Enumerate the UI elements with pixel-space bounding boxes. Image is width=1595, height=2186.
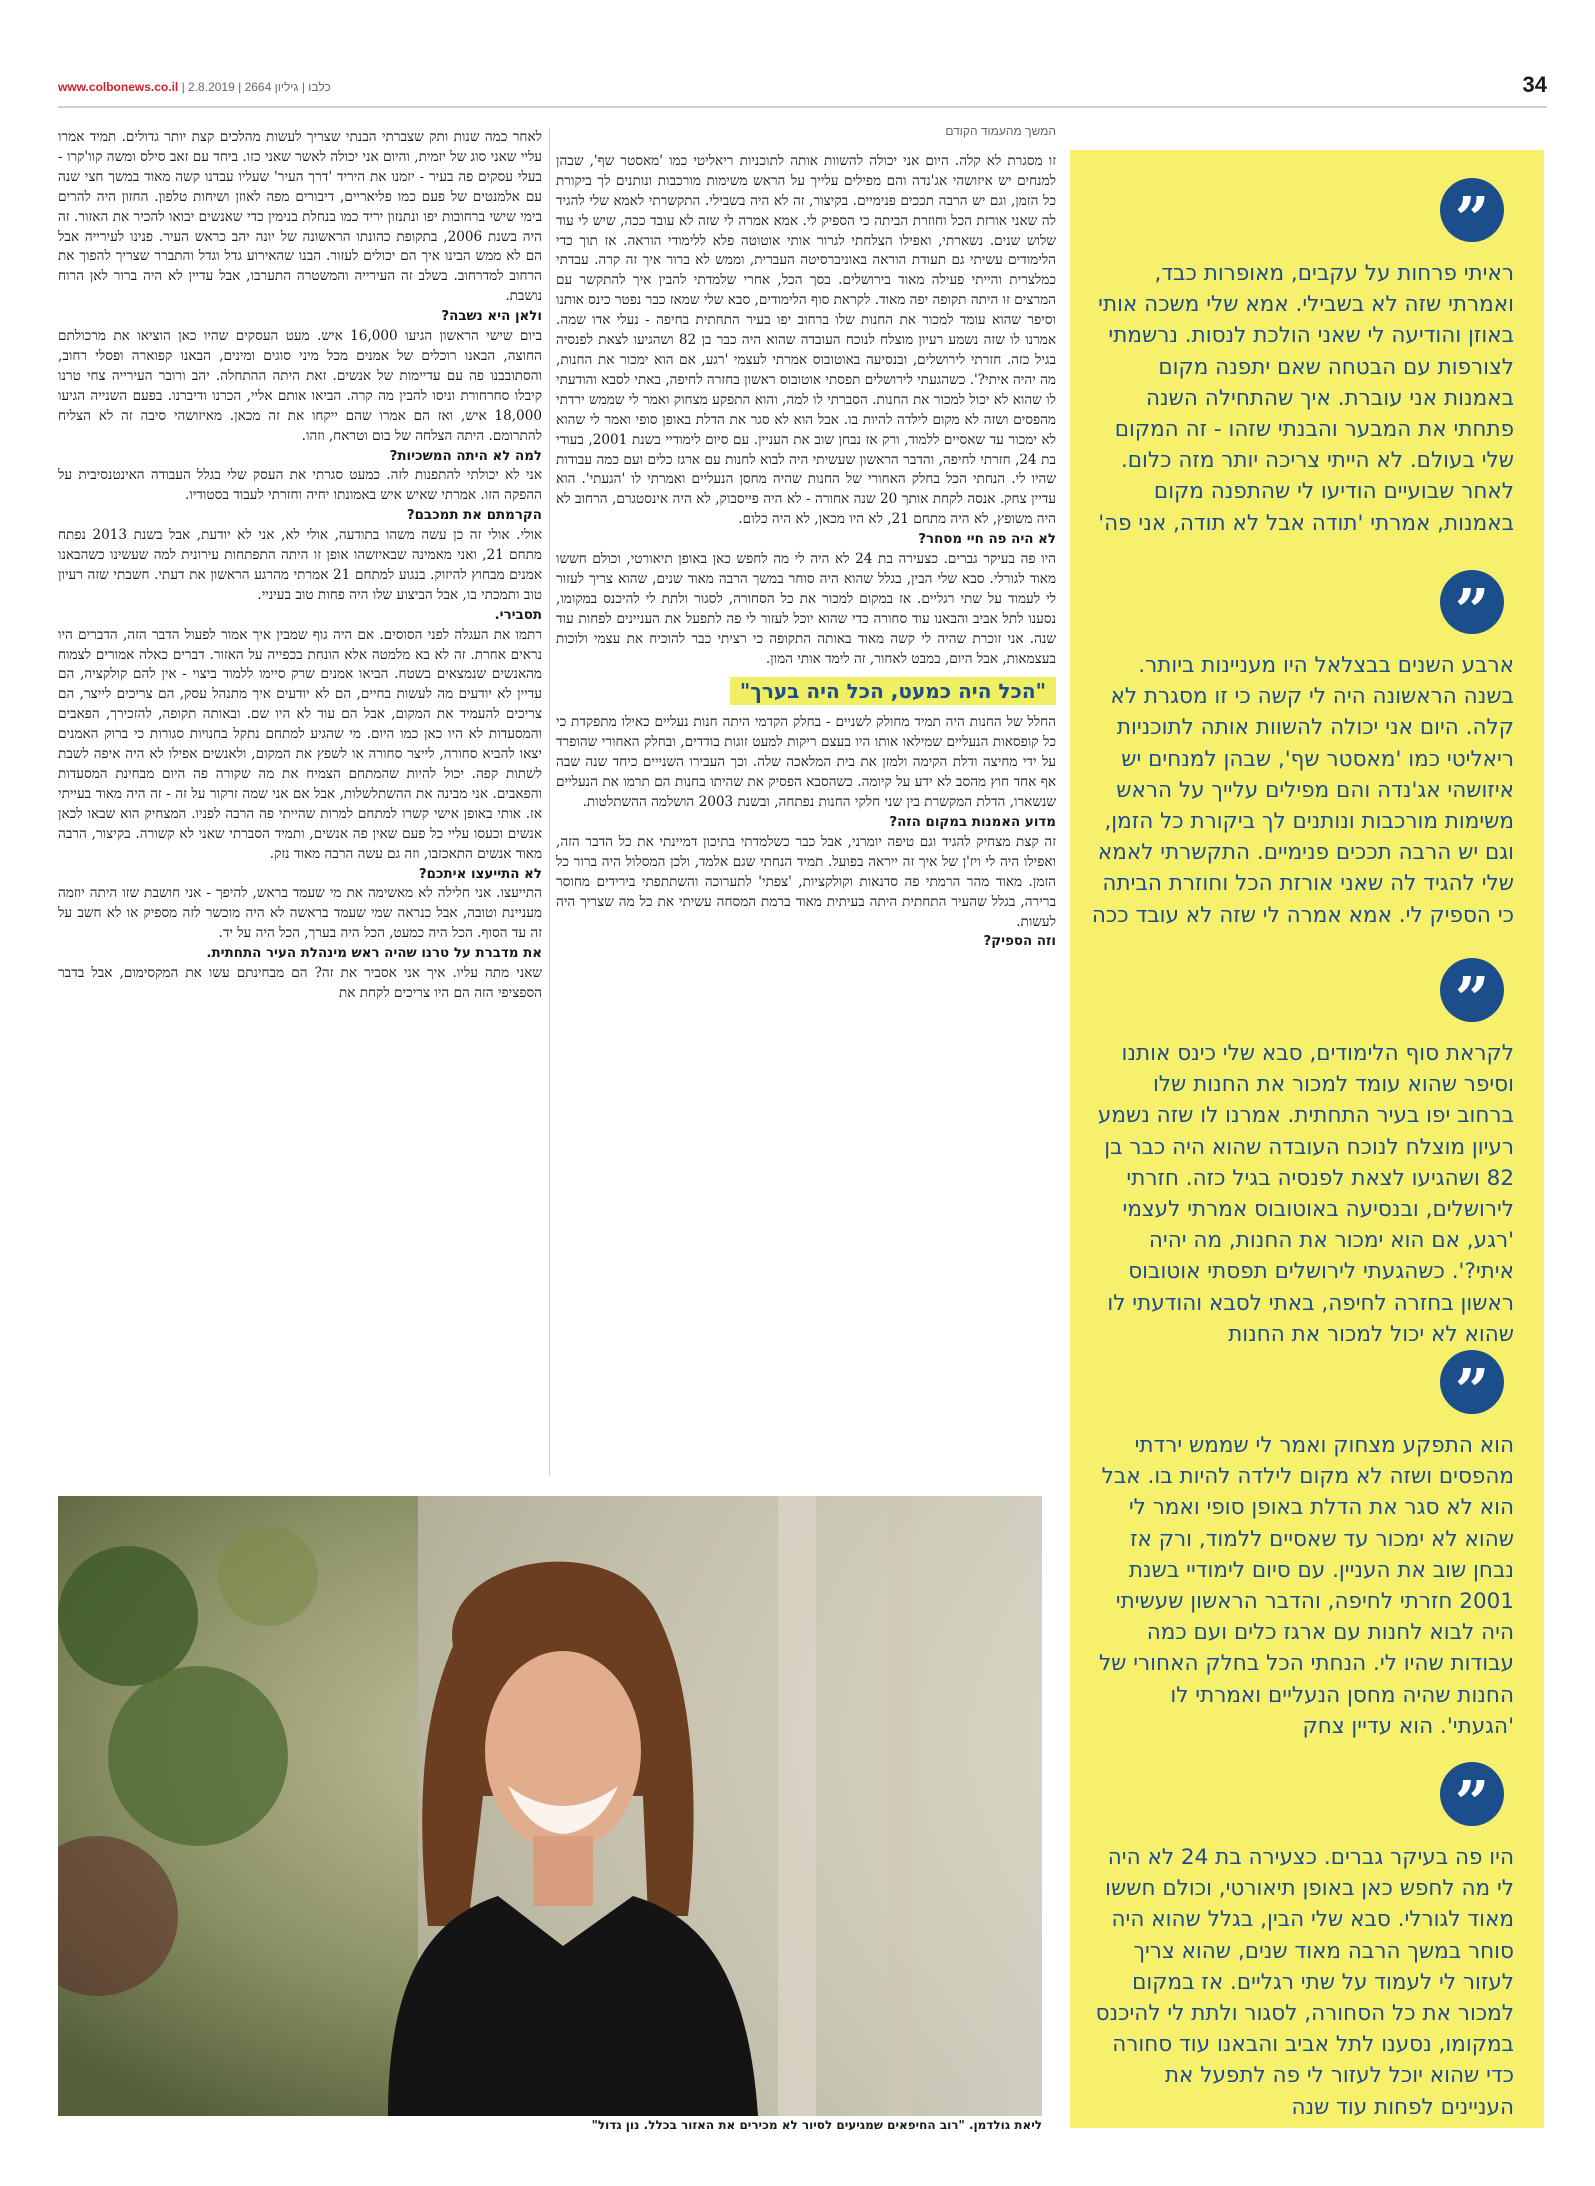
page-header <box>58 72 1547 108</box>
portrait-photo <box>58 1496 1042 2116</box>
paragraph: זו מסגרת לא קלה. היום אני יכולה להשוות אותה לתוכניות ריאליטי כמו 'מאסטר שף', שבהן למנחים יש איזושהי אג'נדה והם מפילים עלייך על הראש משימות מורכבות ונותנים לך ביקורת כל הזמן, וגם יש הרבה תככים פנימיים. בקיצור, זה לא היה בשבילי. התקשרתי לאמא שלי להגיד לה שאני אורזת הכל וחוזרת הביתה כי הספיק לי. אמא אמרה לי שזה לא עובד ככה, שיש לי עוד שלוש שנים. נשארתי, ואפילו הצלחתי לגרור אותי אוטוטה פלא ללימודי הוראה. אז תוך כדי הלימודים עשיתי גם תעודת הוראה באוניברסיטה העברית, וממש לא ברור איך זה קרה. עבדתי כמלצרית והייתי פעילה מאוד בירושלים. בסך הכל, אחרי שלמדתי להבין איך להתקשר עם המרצים זו היתה תקופה יפה מאוד. לקראת סוף הלימודים, סבא שלי שמאז כבר נפטר כינס אותנו וסיפר שהוא עומד למכור את החנות שלו ברחוב יפו בעיר התחתית בחיפה - נעלי אדו שמה. אמרנו לו שזה נשמע רעיון מוצלח לנוכח העובדה שהוא היה כבר בן 82 ושהגיעו לצאת לפנסיה בגיל כזה. חזרתי לירושלים, ובנסיעה באוטובוס אמרתי לעצמי 'רגע, אם הוא ימכור את החנות, מה יהיה איתי?'. כשהגעתי לירושלים תפסתי אוטובוס ראשון בחזרה לחיפה, באתי לסבא והודעתי לו שהוא לא יכול למכור את החנות. הסברתי לו למה, והוא התפקע מצחוק ואמר לי שממש ירדתי מהפסים ושזה לא מקום לילדה להיות בו. אבל הוא לא סגר את הדלת באופן סופי ואמר לי שהוא לא ימכור עד שאסיים ללמוד, ורק אז נבחן שוב את העניין. עם סיום לימודיי בשנת 2001, בעודי בת 24, חזרתי לחיפה, והדבר הראשון שעשיתי היה לבוא לחנות עם ארגז כלים ועם כמה עבודות שהיו לי. הנחתי הכל בחלק האחורי של החנות שהיה מחסן הנעליים ואמרתי לו 'הגעתי'. הוא עדיין צחק. אנסה לקחת אותך 20 שנה אחורה - לא היה פייסבוק, לא היה אינסטגרם, הרחוב לא היה משופץ, לא היה מתחם 21, לא היו מכאן, לא היה כלום. <box>556 152 1056 528</box>
interview-question: לא היה פה חיי מסחר? <box>918 532 1056 548</box>
interview-question: ולאן היא נשבה? <box>441 309 542 325</box>
pull-quote-text: ראיתי פרחות על עקבים, מאופרות כבד, ואמרתי שזה לא בשבילי. אמא שלי משכה אותי באוזן והודיעה לי שאני הולכת לנסות. נרשמתי לצורפות עם הבטחה שאם יתפנה מקום באמנות אני עוברת. איך שהתחילה השנה פתחתי את המבער והבנתי שזהו - זה המקום שלי בעולם. לא הייתי צריכה יותר מזה כלום. לאחר שבועיים הודיעו לי שהתפנה מקום באמנות, אמרתי 'תודה אבל לא תודה, אני פה' <box>1098 261 1514 536</box>
article-column-left <box>58 128 542 1478</box>
paragraph: זה קצת מצחיק להגיד וגם טיפה יומרני, אבל כבר כשלמדתי בתיכון דמיינתי את כל הדבר הזה, ואפילו היה לי ויז'ן של איך זה ייראה בפועל. תמיד הנחתי שגם אלמד, ולכן המסלול היה ברור כל הזמן. מאוד מהר הרמתי פה סדנאות וקולקציות, 'צפתי' לתערוכה והשתתפתי בירידים מחוסר ברירה, בגלל שהעיר התחתית היתה בעיתית מאוד ברמת המסחה עשיתי את כל מה שצריך היה לעשות. <box>556 833 1056 930</box>
paragraph: אולי. אולי זה כן עשה משהו בתודעה, אולי לא, אני לא יודעת, אבל בשנת 2013 נפתח מתחם 21, ואני מאמינה שבאיזשהו אופן זו היתה התפתחות עירונית למה שעשינו כשהבאנו אמנים מבחוץ להיזוק. בנגוע למתחם 21 אמרתי מהרגע הראשון את דעתי. חשבתי שזה רעיון טוב ותמכתי בו, אבל הביצוע שלו היה פחות טוב בעיניי. <box>58 527 542 603</box>
issue-meta: | כלבו | גיליון 2664 | 2.8.2019 <box>181 80 331 94</box>
quote-mark-icon: ” <box>1440 1762 1504 1826</box>
quote-mark-icon: ” <box>1440 958 1504 1022</box>
site-url[interactable]: www.colbonews.co.il <box>58 80 179 94</box>
interview-question: למה לא היתה המשכיות? <box>389 448 542 464</box>
quote-mark-icon: ” <box>1440 570 1504 634</box>
paragraph: רתמו את העגלה לפני הסוסים. אם היה גוף שמבין איך אמור לפעול הדבר הזה, הדברים היו נראים אחרת. זה לא בא מלמטה אלא הונחת בכפייה על האזור. דברים כאלה אמורים לצמוח מהאנשים שנמצאים בשטח. הביאו אמנים שרק סיימו ללמוד ביצוי - אין להם קולקציה, הם עדיין לא יודעים מה לעשות בחיים, הם לא יודעים איך מתנהל עסק, הם צריכים לייצר, הם צריכים להעמיד את המקום, אבל הם עוד לא היו שם. ובאותה תקופה, להזכירך, הפאבים והמסעדות לא היו כאן כמו היום. מי שהגיע למתחם נתקל בחנויות סגורות כי ברוק האמנים יצאו להביא סחורה, לייצר סחורה או לשפץ את המקום, ולאנשים אפילו לא היה איפה לשבת לשתות קפה. יכול להיות שהמתחם הצמיח את מה שקורה פה היום מבחינת המסעדות והפאבים. אני מבינה את ההשתלשלות, אבל אם אני שמה זרקור על זה - זה היה מאוד בעייתי אז. אותי באופן אישי קשרו למתחם למרות שהייתי פה הרבה לפניו. המצחיק הוא שבאו לכאן אנשים וכעסו עליי כל פעם שאין פה אנשים, ותמיד הסברתי שאני לא קשורה. בקיצור, הרבה מאוד אנשים התאכזבו, וזה גם עשה הרבה מאוד נזק. <box>58 626 542 862</box>
photo-caption: ליאת גולדמן. "רוב החיפאים שמגיעים לסיור לא מכירים את האזור בכלל. נון גדול" <box>591 2118 1042 2132</box>
paragraph: החלל של החנות היה תמיד מחולק לשניים - בחלק הקדמי היתה חנות נעליים כאילו מתפקדת כי כל קופסאות הנעליים שמילאו אותו היו בעצם ריקות למעט זוגות בודדים, ובחלק האחורי שהופרד על ידי מחיצה ודלת הקימה ולמזן את בית המלאכה שלה. וכך העבירו השנייים כיחד שנה שבה אף אחד חוץ מהסב לא ידע על קיומה. כשהסבא הפסיק את שהיתו בחנות הם תרמו את הנעליים שנשארו, הדלת המקשרת בין שני חלקי החנות נפתחה, ובשנת 2003 הושלמה ההשתלטות. <box>556 714 1056 811</box>
pull-quote-text: היו פה בעיקר גברים. כצעירה בת 24 לא היה לי מה לחפש כאן באופן תיאורטי, וכולם חששו מאוד לגורלי. סבא שלי הבין, בגלל שהוא היה סוחר במשך הרבה מאוד שנים, שהוא צריך לעזור לי לעמוד על שתי רגליים. אז במקום למכור את כל הסחורה, לסגור ולתת לי להיכנס במקומו, נסענו לתל אביב והבאנו עוד סחורה כדי שהוא יוכל לעזור לי פה לתפעל את העניינים לפחות עוד שנה <box>1095 1845 1514 2120</box>
header-divider <box>58 106 1547 108</box>
pull-quote-text: הוא התפקע מצחוק ואמר לי שממש ירדתי מהפסים ושזה לא מקום לילדה להיות בו. אבל הוא לא סגר את הדלת באופן סופי ואמר לי שהוא לא ימכור עד שאסיים ללמוד, ורק אז נבחן שוב את העניין. עם סיום לימודיי בשנת 2001 חזרתי לחיפה, והדבר הראשון שעשיתי היה לבוא לחנות עם ארגז כלים ועם כמה עבודות שהיו לי. הנחתי הכל בחלק האחורי של החנות שהיה מחסן הנעליים ואמרתי לו 'הגעתי'. הוא עדיין צחק <box>1098 1433 1514 1739</box>
section-subheading: "הכל היה כמעט, הכל היה בערך" <box>730 677 1056 705</box>
interview-question: את מדברת על טרנו שהיה ראש מינהלת העיר התחתית. <box>206 946 542 962</box>
quote-mark-icon: ” <box>1440 1350 1504 1414</box>
paragraph: שאני מתה עליו. איך אני אסביר את זה? הם מבחינתם עשו את המקסימום, אבל בדבר הספציפי הזה הם היו צריכים לקחת את <box>58 965 542 1001</box>
header-publication-line <box>58 80 331 94</box>
paragraph: התייעצו. אני חלילה לא מאשימה את מי שעמד בראש, להיפך - אני חושבת שזו היתה יוזמה מעניינת וטובה, אבל כנראה שמי שעמד בראשה לא היה מוכשר לזה מספיק או לא חשב על זה עד הסוף. הכל היה כמעט, הכל היה בערך, הכל היה על יד. <box>58 885 542 942</box>
interview-question: לא התייעצו איתכם? <box>418 866 542 882</box>
paragraph: ביום שישי הראשון הגיעו 16,000 איש. מעט העסקים שהיו כאן הוציאו את מרכולתם החוצה, הבאנו רוכלים של אמנים מכל מיני סוגים ומינים, הבאנו קפוארה ופסלי רחוב, והסתובבנו פה עם עדיימות של אנשים. זאת היתה ההתחלה. יהב ורובר העירייה צחי טרנו קיבלו סחרחורת וניסו להבין מה קרה. הביאו אותם אליי, הכרנו ודיברנו. בפעם השנייה הגיעו 18,000 איש, ואז הם אמרו שהם ייקחו את זה מכאן. מאיזושהי סיבה זה לא הצליח להתרומם. היתה הצלחה של בום וטראח, וזהו. <box>58 328 542 444</box>
page-number: 34 <box>1522 72 1547 97</box>
pull-quote <box>1090 570 1514 970</box>
interview-question: וזה הספיק? <box>983 934 1056 950</box>
pull-quote <box>1090 958 1514 1358</box>
pull-quote <box>1090 1762 1514 2122</box>
quote-mark-icon: ” <box>1440 178 1504 242</box>
pull-quote <box>1090 178 1514 568</box>
portrait-illustration <box>58 1496 1042 2116</box>
interview-question: הקרמתם את תמכבם? <box>406 508 542 524</box>
pull-quotes-sidebar <box>1070 150 1544 2128</box>
interview-question: מדוע האמנות במקום הזה? <box>889 815 1056 830</box>
paragraph: לאחר כמה שנות ותק שצברתי הבנתי שצריך לעשות מהלכים קצת יותר גדולים. תמיד אמרו עליי שאני סוג של יזמית, והיום אני יכולה לאשר שאני כזו. ביחד עם זאב סילס ומשה קוו'קרו - בעלי עסקים פה בעיר - יזמנו את היריד 'דרך העיר' שעליו עבדנו קשה מאוד במשך חצי שנה עם אלמנטים של פעם כמו פליאריים, דיבורים מפה לאוזן ושיחות טלפון. החזון היה להרים בימי שישי ברחובות יפו ונתנזון יריד כמו בנחלת בנימין כדי שאנשים יבואו להכיר את האזור. זה היה בשנת 2006, בתקופת כהונתו הראשונה של יונה יהב כראש העיר. פנינו לעירייה אבל הם לא ממש הבינו איך הם יכולים לעזור. הבנו שהאירוע גדל וגדל והתברר שצריך להפוך את הרחוב למדרחוב. בשלב זה העירייה והמשטרה התערבו, אבל עדיין לא היה ברור לאן הרוח נושבת. <box>58 129 542 305</box>
paragraph: היו פה בעיקר גברים. כצעירה בת 24 לא היה לי מה לחפש כאן באופן תיאורטי, וכולם חששו מאוד לגורלי. סבא שלי הבין, בגלל שהוא היה סוחר במשך הרבה מאוד שנים, שהוא צריך לעזור לי לעמוד על שתי רגליים. אז במקום למכור את כל הסחורה, לסגור ולתת לי להיכנס במקומו, נסענו לתל אביב והבאנו עוד סחורה כדי שהוא יוכל לעזור לי פה לתפעל את העניינים לפחות עוד שנה. אני זוכרת שהיה לי קשה מאוד באותה התקופה כי רציתי כבר להוכיח את עצמי ולוכות בעצמאות, אבל היום, במבט לאחור, זה לימד אותי המון. <box>556 551 1056 667</box>
pull-quote <box>1090 1350 1514 1770</box>
paragraph: אני לא יכולתי להתפנות לזה. כמעט סגרתי את העסק שלי בגלל העבודה האינטנסיבית על ההפקה הזו. אמרתי שאיש איש באמונתו יחיה וחזרתי לעבוד בסטודיו. <box>58 467 542 504</box>
continued-label: המשך מהעמוד הקודם <box>945 124 1056 138</box>
pull-quote-text: ארבע השנים בבצלאל היו מעניינות ביותר. בשנה הראשונה היה לי קשה כי זו מסגרת לא קלה. היום אני יכולה להשוות אותה לתוכניות ריאליטי כמו 'מאסטר שף', שבהן למנחים יש איזושהי אג'נדה והם מפילים עלייך על הראש משימות מורכבות ונותנים לך ביקורת כל הזמן, וגם יש הרבה תככים פנימיים. התקשרתי לאמא שלי להגיד לה שאני אורזת הכל וחוזרת הביתה כי הספיק לי. אמא אמרה לי שזה לא עובד ככה <box>1091 653 1514 928</box>
pull-quote-text: לקראת סוף הלימודים, סבא שלי כינס אותנו וסיפר שהוא עומד למכור את החנות שלו ברחוב יפו בעיר התחתית. אמרנו לו שזה נשמע רעיון מוצלח לנוכח העובדה שהוא היה כבר בן 82 ושהגיעו לצאת לפנסיה בגיל כזה. חזרתי לירושלים, ובנסיעה באוטובוס אמרתי לעצמי 'רגע, אם הוא ימכור את החנות, מה יהיה איתי?'. כשהגעתי לירושלים תפסתי אוטובוס ראשון בחזרה לחיפה, באתי לסבא והודעתי לו שהוא לא יכול למכור את החנות <box>1097 1041 1514 1347</box>
column-divider <box>549 128 550 1476</box>
article-column-right <box>556 122 1056 1477</box>
interview-question: תסבירי. <box>494 607 542 623</box>
